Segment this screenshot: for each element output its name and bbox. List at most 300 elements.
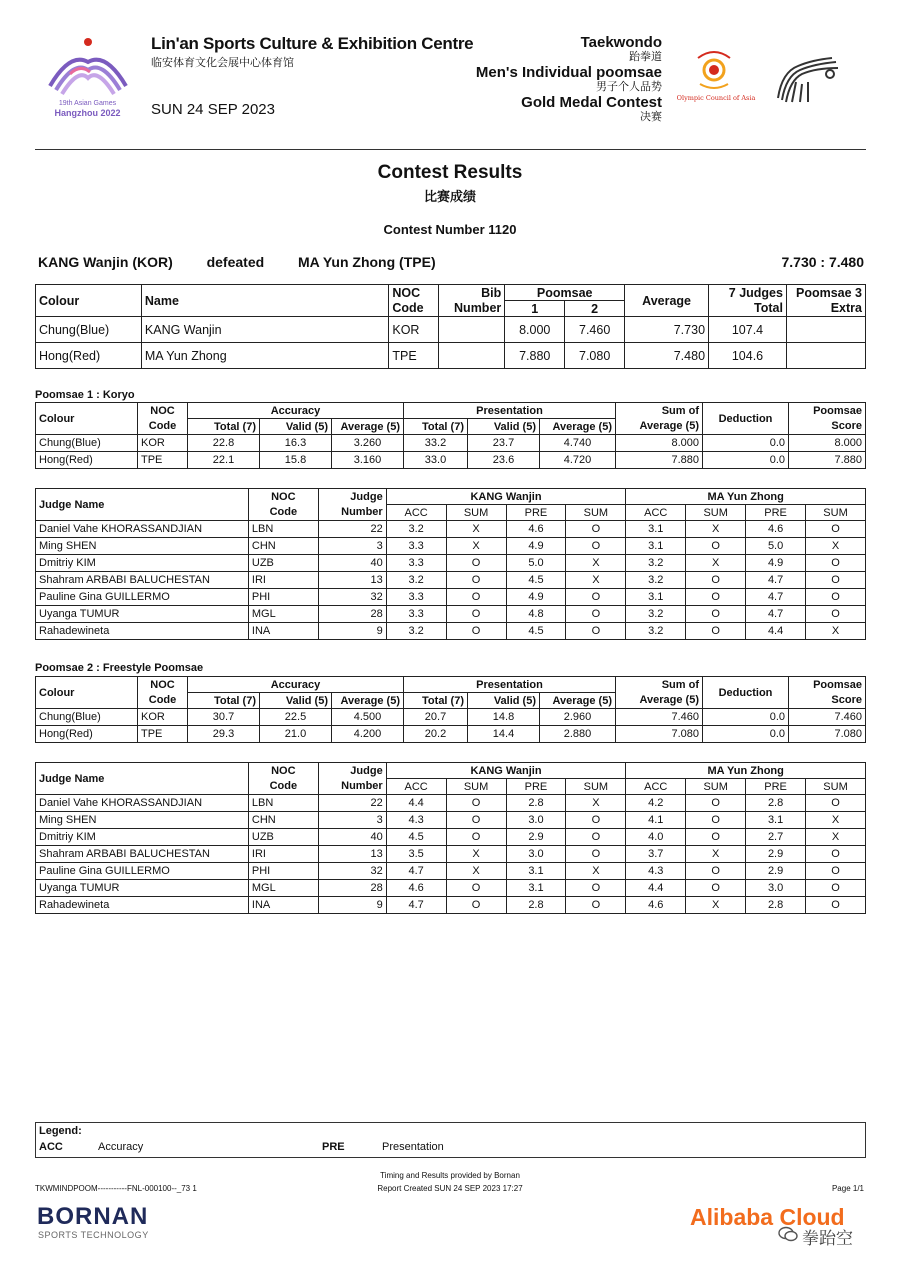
cell-sum: O xyxy=(446,623,506,640)
cell-noc: IRI xyxy=(248,572,318,589)
col-bib: Bib xyxy=(439,285,505,301)
cell-average: 7.730 xyxy=(625,317,709,343)
venue-name-zh: 临安体育文化会展中心体育馆 xyxy=(151,56,294,69)
event-name: Men's Individual poomsae xyxy=(475,63,662,81)
cell-acc: 3.1 xyxy=(626,589,686,606)
phase-name-zh: 决赛 xyxy=(640,110,662,124)
cell-sum-avg: 7.080 xyxy=(616,726,703,743)
cell-pre-valid: 14.4 xyxy=(468,726,540,743)
cell-score: 7.080 xyxy=(789,726,866,743)
poomsae2-judges-table xyxy=(35,762,866,914)
cell-judge-number: 40 xyxy=(318,555,386,572)
result-verb: defeated xyxy=(206,254,265,270)
judge-row xyxy=(36,812,866,829)
legend-box xyxy=(35,1122,866,1158)
cell-sum: O xyxy=(686,606,746,623)
cell-acc: 4.0 xyxy=(626,829,686,846)
col-judge-name: Judge Name xyxy=(36,763,249,795)
footer-report-created: Report Created SUN 24 SEP 2023 17:27 xyxy=(377,1184,523,1193)
cell-noc: TPE xyxy=(138,726,188,743)
cell-pre: 2.7 xyxy=(746,829,806,846)
cell-colour: Chung(Blue) xyxy=(36,709,138,726)
summary-row xyxy=(36,317,866,343)
cell-acc: 3.3 xyxy=(386,538,446,555)
cell-name: MA Yun Zhong xyxy=(141,343,388,369)
judge-row xyxy=(36,623,866,640)
col-sum: SUM xyxy=(566,505,626,521)
cell-colour: Chung(Blue) xyxy=(36,317,142,343)
cell-pre-total: 20.2 xyxy=(404,726,468,743)
cell-p2: 7.080 xyxy=(565,343,625,369)
cell-judge-number: 13 xyxy=(318,846,386,863)
cell-sum-avg: 7.880 xyxy=(616,452,703,469)
cell-acc: 4.4 xyxy=(626,880,686,897)
cell-p1: 8.000 xyxy=(505,317,565,343)
judge-row xyxy=(36,795,866,812)
cell-pre: 2.8 xyxy=(746,897,806,914)
cell-acc: 3.2 xyxy=(626,623,686,640)
col-deduction: Deduction xyxy=(703,403,789,435)
col-sum: SUM xyxy=(446,505,506,521)
col-noc: NOC xyxy=(389,285,439,301)
oca-sun-icon xyxy=(670,50,762,94)
cell-pre: 5.0 xyxy=(746,538,806,555)
col-sum: SUM xyxy=(566,779,626,795)
cell-sum: O xyxy=(566,880,626,897)
cell-sum: O xyxy=(566,538,626,555)
cell-judge-name: Ming SHEN xyxy=(36,538,249,555)
cell-judge-number: 13 xyxy=(318,572,386,589)
cell-total: 107.4 xyxy=(709,317,787,343)
cell-judge-name: Rahadewineta xyxy=(36,623,249,640)
games-logo-text-1: 19th Asian Games xyxy=(58,100,117,107)
cell-extra xyxy=(786,343,865,369)
col-code: Code xyxy=(389,301,439,317)
cell-sum: X xyxy=(806,812,866,829)
col-code: Code xyxy=(138,419,188,435)
cell-judge-name: Uyanga TUMUR xyxy=(36,880,249,897)
cell-judge-name: Rahadewineta xyxy=(36,897,249,914)
judge-row xyxy=(36,589,866,606)
col-score: Score xyxy=(789,419,866,435)
cell-judge-number: 22 xyxy=(318,795,386,812)
col-athlete-1: KANG Wanjin xyxy=(386,763,626,779)
winner-name: KANG Wanjin (KOR) xyxy=(38,254,173,270)
score-row xyxy=(36,726,866,743)
poomsae2-title: Poomsae 2 : Freestyle Poomsae xyxy=(35,662,204,674)
footer-provided-by: Timing and Results provided by Bornan xyxy=(380,1171,520,1180)
cell-sum: X xyxy=(686,555,746,572)
loser-name: MA Yun Zhong (TPE) xyxy=(297,254,436,270)
cell-sum: O xyxy=(446,812,506,829)
cell-acc: 3.2 xyxy=(626,606,686,623)
cell-sum: O xyxy=(806,795,866,812)
cell-sum: O xyxy=(566,589,626,606)
cell-acc: 3.3 xyxy=(386,555,446,572)
cell-pre: 4.7 xyxy=(746,572,806,589)
col-number: Number xyxy=(318,505,386,521)
col-noc: NOC xyxy=(138,403,188,419)
cell-acc-valid: 21.0 xyxy=(260,726,332,743)
match-result xyxy=(38,254,436,270)
wechat-bubble-icon xyxy=(778,1226,798,1242)
cell-pre-valid: 14.8 xyxy=(468,709,540,726)
col-pre: PRE xyxy=(746,505,806,521)
cell-pre-total: 33.2 xyxy=(404,435,468,452)
cell-sum: O xyxy=(806,880,866,897)
cell-pre: 3.1 xyxy=(506,863,566,880)
cell-judge-number: 9 xyxy=(318,897,386,914)
cell-noc: INA xyxy=(248,623,318,640)
cell-pre: 2.8 xyxy=(506,795,566,812)
cell-sum: O xyxy=(686,538,746,555)
match-score: 7.730 : 7.480 xyxy=(781,254,864,270)
cell-noc: UZB xyxy=(248,555,318,572)
cell-colour: Hong(Red) xyxy=(36,452,138,469)
col-deduction: Deduction xyxy=(703,677,789,709)
cell-acc-valid: 15.8 xyxy=(260,452,332,469)
cell-noc: IRI xyxy=(248,846,318,863)
col-p3: Poomsae 3 xyxy=(786,285,865,301)
cell-sum-avg: 8.000 xyxy=(616,435,703,452)
cell-pre: 2.9 xyxy=(506,829,566,846)
cell-sum: O xyxy=(806,863,866,880)
cell-sum: X xyxy=(806,623,866,640)
cell-deduction: 0.0 xyxy=(703,726,789,743)
cell-acc-avg: 3.160 xyxy=(332,452,404,469)
col-total: Total xyxy=(709,301,787,317)
col-sum: SUM xyxy=(686,779,746,795)
cell-pre: 4.8 xyxy=(506,606,566,623)
col-colour: Colour xyxy=(36,403,138,435)
cell-sum: X xyxy=(566,572,626,589)
cell-acc: 4.1 xyxy=(626,812,686,829)
cell-sum: O xyxy=(686,795,746,812)
cell-pre: 4.9 xyxy=(506,538,566,555)
cell-noc: CHN xyxy=(248,812,318,829)
cell-acc: 3.2 xyxy=(626,555,686,572)
cell-pre-total: 33.0 xyxy=(404,452,468,469)
cell-pre: 3.0 xyxy=(506,846,566,863)
col-presentation: Presentation xyxy=(404,403,616,419)
cell-pre-valid: 23.6 xyxy=(468,452,540,469)
cell-pre: 2.8 xyxy=(506,897,566,914)
cell-acc: 4.6 xyxy=(386,880,446,897)
legend-pre-key: PRE xyxy=(322,1141,345,1153)
col-sum-of: Sum of xyxy=(616,677,703,693)
cell-acc-avg: 4.500 xyxy=(332,709,404,726)
cell-judge-name: Uyanga TUMUR xyxy=(36,606,249,623)
cell-average: 7.480 xyxy=(625,343,709,369)
legend-acc-key: ACC xyxy=(39,1141,63,1153)
footer-page: Page 1/1 xyxy=(831,1184,864,1193)
legend-title: Legend: xyxy=(39,1125,82,1137)
judge-row xyxy=(36,606,866,623)
event-name-zh: 男子个人品势 xyxy=(596,80,662,94)
col-acc-total: Total (7) xyxy=(188,693,260,709)
cell-acc-avg: 3.260 xyxy=(332,435,404,452)
cell-pre: 4.9 xyxy=(506,589,566,606)
cell-judge-name: Dmitriy KIM xyxy=(36,829,249,846)
cell-acc: 4.7 xyxy=(386,897,446,914)
cell-sum: X xyxy=(446,846,506,863)
cell-pre-valid: 23.7 xyxy=(468,435,540,452)
col-extra: Extra xyxy=(786,301,865,317)
cell-acc: 4.7 xyxy=(386,863,446,880)
cell-acc: 4.3 xyxy=(386,812,446,829)
cell-sum: O xyxy=(446,589,506,606)
cell-acc: 4.4 xyxy=(386,795,446,812)
cell-pre: 5.0 xyxy=(506,555,566,572)
asian-games-logo xyxy=(40,34,135,124)
cell-sum: O xyxy=(566,521,626,538)
cell-sum: O xyxy=(446,572,506,589)
cell-pre: 2.9 xyxy=(746,863,806,880)
cell-sum: X xyxy=(806,829,866,846)
cell-score: 7.460 xyxy=(789,709,866,726)
cell-sum: O xyxy=(806,846,866,863)
cell-sum: X xyxy=(446,538,506,555)
cell-sum: O xyxy=(446,880,506,897)
score-row xyxy=(36,452,866,469)
cell-acc-valid: 16.3 xyxy=(260,435,332,452)
cell-judge-number: 9 xyxy=(318,623,386,640)
cell-sum: X xyxy=(446,863,506,880)
cell-sum: X xyxy=(566,555,626,572)
cell-noc: INA xyxy=(248,897,318,914)
col-acc-avg: Average (5) xyxy=(332,419,404,435)
cell-sum: O xyxy=(806,606,866,623)
cell-judge-name: Dmitriy KIM xyxy=(36,555,249,572)
col-colour: Colour xyxy=(36,677,138,709)
cell-acc: 3.2 xyxy=(386,521,446,538)
col-sum: SUM xyxy=(806,779,866,795)
cell-acc-total: 22.8 xyxy=(188,435,260,452)
col-code: Code xyxy=(138,693,188,709)
col-colour: Colour xyxy=(36,285,142,317)
cell-pre: 2.9 xyxy=(746,846,806,863)
cell-acc-valid: 22.5 xyxy=(260,709,332,726)
col-pre-avg: Average (5) xyxy=(540,419,616,435)
cell-pre: 4.6 xyxy=(506,521,566,538)
cell-acc: 3.3 xyxy=(386,606,446,623)
cell-sum: X xyxy=(446,521,506,538)
col-sum: SUM xyxy=(686,505,746,521)
cell-sum: O xyxy=(446,795,506,812)
cell-pre: 4.5 xyxy=(506,572,566,589)
col-number: Number xyxy=(318,779,386,795)
cell-acc-total: 22.1 xyxy=(188,452,260,469)
col-sum-avg: Average (5) xyxy=(616,419,703,435)
cell-sum: O xyxy=(686,812,746,829)
watermark-text: 拳跆空 xyxy=(802,1229,853,1249)
cell-judge-number: 22 xyxy=(318,521,386,538)
col-accuracy: Accuracy xyxy=(188,403,404,419)
summary-row xyxy=(36,343,866,369)
col-athlete-1: KANG Wanjin xyxy=(386,489,626,505)
cell-pre: 4.7 xyxy=(746,606,806,623)
contest-number: Contest Number 1120 xyxy=(383,222,517,237)
judge-row xyxy=(36,863,866,880)
col-athlete-2: MA Yun Zhong xyxy=(626,763,866,779)
page-title-zh: 比赛成绩 xyxy=(423,190,476,205)
cell-score: 7.880 xyxy=(789,452,866,469)
cell-sum: O xyxy=(806,555,866,572)
cell-noc: PHI xyxy=(248,589,318,606)
poomsae1-score-table xyxy=(35,402,866,469)
cell-judge-name: Daniel Vahe KHORASSANDJIAN xyxy=(36,521,249,538)
judge-row xyxy=(36,538,866,555)
cell-acc: 3.3 xyxy=(386,589,446,606)
cell-sum: O xyxy=(566,812,626,829)
cell-pre: 3.1 xyxy=(746,812,806,829)
cell-acc: 3.5 xyxy=(386,846,446,863)
judge-row xyxy=(36,897,866,914)
col-pre-total: Total (7) xyxy=(404,419,468,435)
cell-acc-total: 30.7 xyxy=(188,709,260,726)
alibaba-cloud-logo: Alibaba Cloud xyxy=(690,1204,845,1230)
cell-deduction: 0.0 xyxy=(703,435,789,452)
col-pre: PRE xyxy=(746,779,806,795)
col-acc-valid: Valid (5) xyxy=(260,419,332,435)
judge-row xyxy=(36,880,866,897)
cell-sum: O xyxy=(446,606,506,623)
cell-pre: 3.1 xyxy=(506,880,566,897)
cell-noc: TPE xyxy=(389,343,439,369)
col-pre-valid: Valid (5) xyxy=(468,419,540,435)
taekwondo-pictogram xyxy=(772,52,844,104)
cell-total: 104.6 xyxy=(709,343,787,369)
cell-sum: O xyxy=(566,829,626,846)
judge-row xyxy=(36,829,866,846)
phase-name: Gold Medal Contest xyxy=(521,93,662,111)
cell-judge-number: 3 xyxy=(318,538,386,555)
cell-sum: O xyxy=(806,521,866,538)
cell-acc: 4.2 xyxy=(626,795,686,812)
cell-acc: 3.2 xyxy=(386,572,446,589)
cell-pre: 4.4 xyxy=(746,623,806,640)
col-acc: ACC xyxy=(626,779,686,795)
col-pre-avg: Average (5) xyxy=(540,693,616,709)
cell-colour: Hong(Red) xyxy=(36,726,138,743)
games-logo-text-2: Hangzhou 2022 xyxy=(54,108,121,118)
asian-games-emblem-icon xyxy=(40,34,135,104)
cell-noc: KOR xyxy=(389,317,439,343)
cell-pre: 3.0 xyxy=(506,812,566,829)
col-noc: NOC xyxy=(138,677,188,693)
col-name: Name xyxy=(141,285,388,317)
judge-row xyxy=(36,555,866,572)
col-pre: PRE xyxy=(506,779,566,795)
cell-pre: 4.9 xyxy=(746,555,806,572)
cell-p2: 7.460 xyxy=(565,317,625,343)
judge-row xyxy=(36,521,866,538)
cell-sum: O xyxy=(446,829,506,846)
cell-extra xyxy=(786,317,865,343)
col-pre: PRE xyxy=(506,505,566,521)
cell-name: KANG Wanjin xyxy=(141,317,388,343)
col-poomsae: Poomsae xyxy=(789,403,866,419)
cell-pre-avg: 4.720 xyxy=(540,452,616,469)
event-info xyxy=(476,34,662,124)
col-judge: Judge xyxy=(318,489,386,505)
cell-acc: 3.1 xyxy=(626,521,686,538)
cell-acc: 3.2 xyxy=(386,623,446,640)
taekwondo-kick-icon xyxy=(772,52,844,104)
cell-pre: 4.6 xyxy=(746,521,806,538)
cell-pre-avg: 4.740 xyxy=(540,435,616,452)
col-judge: Judge xyxy=(318,763,386,779)
cell-noc: LBN xyxy=(248,795,318,812)
cell-sum: X xyxy=(686,521,746,538)
col-athlete-2: MA Yun Zhong xyxy=(626,489,866,505)
cell-judge-name: Pauline Gina GUILLERMO xyxy=(36,863,249,880)
cell-colour: Chung(Blue) xyxy=(36,435,138,452)
col-acc-valid: Valid (5) xyxy=(260,693,332,709)
col-number: Number xyxy=(439,301,505,317)
legend-acc-value: Accuracy xyxy=(98,1141,144,1153)
cell-acc: 4.3 xyxy=(626,863,686,880)
cell-score: 8.000 xyxy=(789,435,866,452)
header-divider xyxy=(35,149,866,150)
col-acc-total: Total (7) xyxy=(188,419,260,435)
cell-sum: O xyxy=(566,897,626,914)
cell-pre: 3.0 xyxy=(746,880,806,897)
cell-sum: O xyxy=(686,572,746,589)
bornan-tagline: SPORTS TECHNOLOGY xyxy=(38,1230,149,1240)
col-sum-of: Sum of xyxy=(616,403,703,419)
col-poomsae: Poomsae xyxy=(789,677,866,693)
col-sum: SUM xyxy=(806,505,866,521)
cell-judge-name: Ming SHEN xyxy=(36,812,249,829)
cell-judge-number: 40 xyxy=(318,829,386,846)
score-row xyxy=(36,709,866,726)
cell-sum: X xyxy=(806,538,866,555)
cell-sum: O xyxy=(686,863,746,880)
cell-noc: UZB xyxy=(248,829,318,846)
cell-judge-number: 32 xyxy=(318,589,386,606)
cell-acc: 4.6 xyxy=(626,897,686,914)
cell-deduction: 0.0 xyxy=(703,709,789,726)
cell-bib xyxy=(439,317,505,343)
col-accuracy: Accuracy xyxy=(188,677,404,693)
summary-table xyxy=(35,284,866,369)
cell-sum: O xyxy=(446,555,506,572)
cell-judge-number: 3 xyxy=(318,812,386,829)
cell-acc: 3.2 xyxy=(626,572,686,589)
oca-logo xyxy=(670,50,762,106)
legend-pre-value: Presentation xyxy=(382,1141,444,1153)
cell-pre: 4.5 xyxy=(506,623,566,640)
col-judge-name: Judge Name xyxy=(36,489,249,521)
cell-acc: 4.5 xyxy=(386,829,446,846)
cell-sum: X xyxy=(566,795,626,812)
col-pre-total: Total (7) xyxy=(404,693,468,709)
cell-judge-number: 28 xyxy=(318,880,386,897)
col-presentation: Presentation xyxy=(404,677,616,693)
cell-acc: 3.7 xyxy=(626,846,686,863)
cell-sum: O xyxy=(686,829,746,846)
cell-deduction: 0.0 xyxy=(703,452,789,469)
cell-sum: O xyxy=(806,589,866,606)
cell-pre-avg: 2.960 xyxy=(540,709,616,726)
cell-judge-name: Shahram ARBABI BALUCHESTAN xyxy=(36,572,249,589)
venue-name: Lin'an Sports Culture & Exhibition Centre xyxy=(151,34,474,53)
cell-sum: X xyxy=(686,897,746,914)
col-poomsae: Poomsae xyxy=(505,285,625,301)
cell-sum: O xyxy=(686,880,746,897)
col-judges: 7 Judges xyxy=(709,285,787,301)
